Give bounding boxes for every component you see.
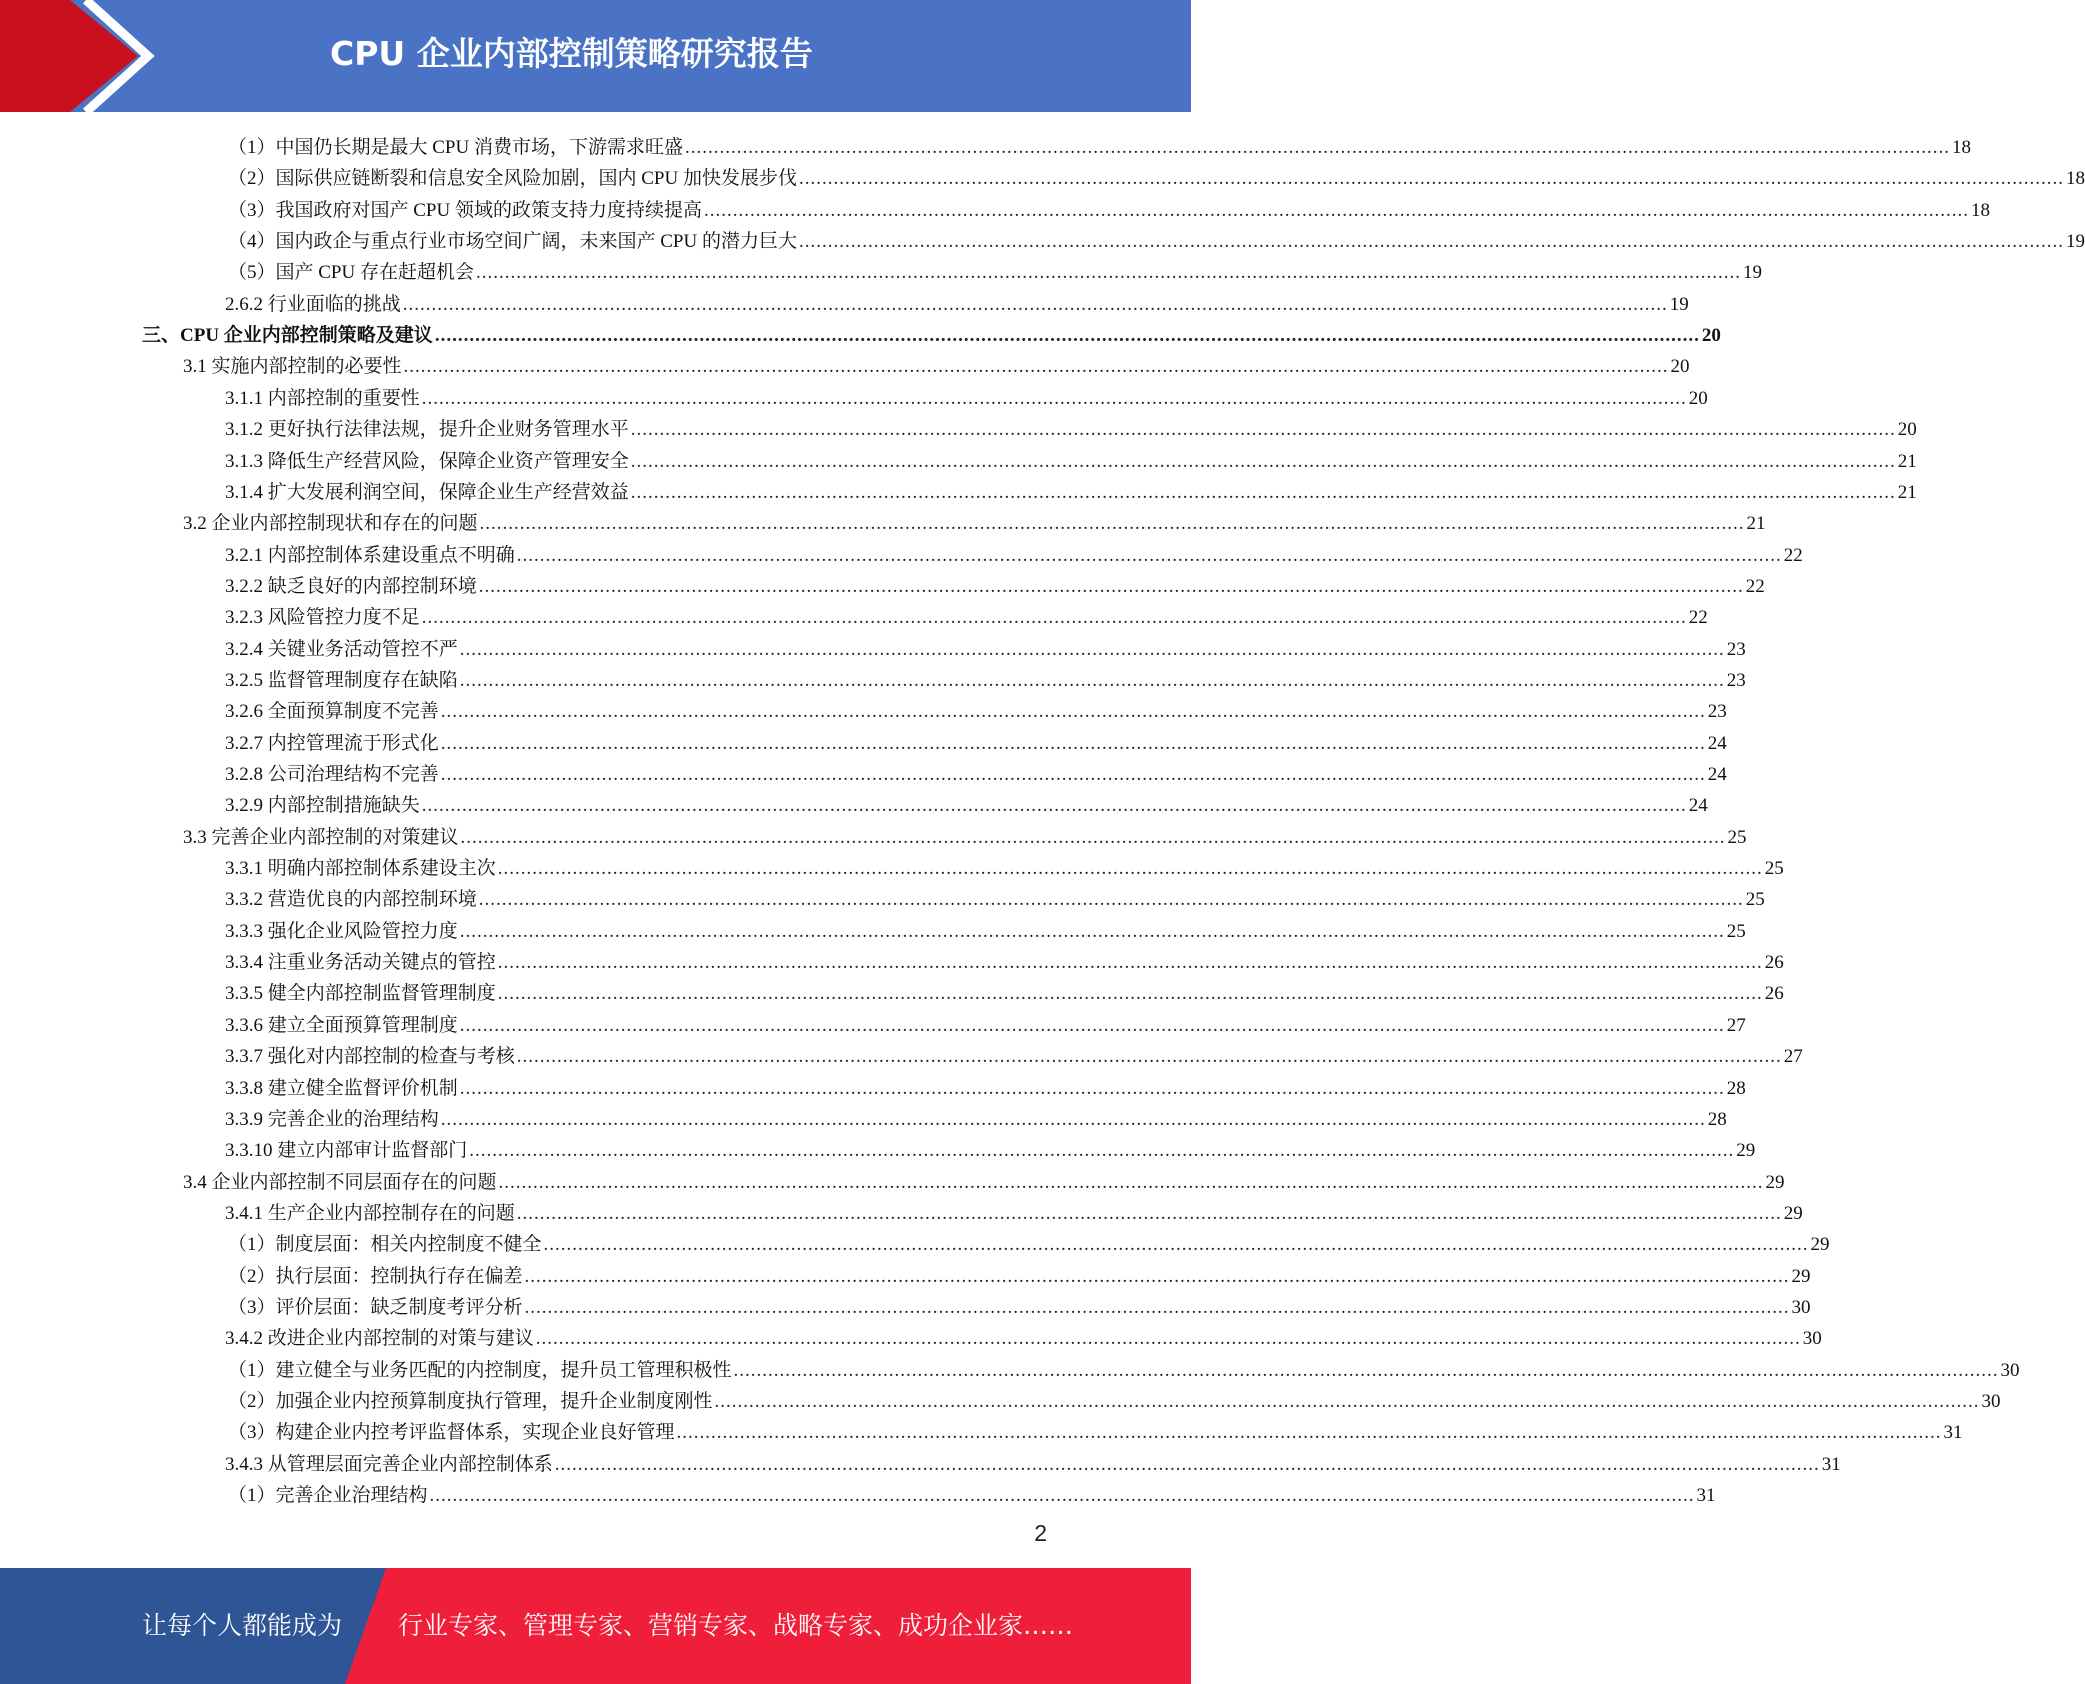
header-arrow-graphic [0, 0, 160, 112]
toc-entry[interactable] [228, 1225, 1830, 1256]
toc-entry-page: 30 [1981, 1391, 2001, 1412]
footer-slogan-left: 让每个人都能成为 [142, 1611, 343, 1640]
toc-leader-dots: ............................................................................................................................................................................................................................ [630, 419, 1896, 441]
report-title: CPU 企业内部控制策略研究报告 [330, 34, 813, 73]
toc-entry-page: 26 [1764, 983, 1784, 1005]
toc-entry-title: （2）国际供应链断裂和信息安全风险加剧，国内 CPU 加快发展步伐 [228, 168, 797, 190]
toc-leader-dots: ............................................................................................................................................................................................................................ [516, 1202, 1782, 1224]
toc-entry[interactable] [228, 253, 1762, 284]
toc-entry[interactable] [225, 1037, 1803, 1068]
toc-entry[interactable] [225, 1445, 1841, 1476]
toc-entry-page: 21 [1897, 450, 1917, 472]
toc-leader-dots: ............................................................................................................................................................................................................................ [459, 1077, 1725, 1099]
toc-entry-title: （3）构建企业内控考评监督体系，实现企业良好管理 [228, 1422, 675, 1444]
toc-entry[interactable] [225, 630, 1746, 661]
toc-leader-dots: ............................................................................................................................................................................................................................ [459, 1014, 1725, 1036]
toc-entry-title: 3.4.2 改进企业内部控制的对策与建议 [225, 1328, 534, 1350]
toc-entry[interactable] [183, 504, 1766, 535]
toc-entry-title: 3.2.3 风险管控力度不足 [225, 607, 420, 629]
toc-entry-page: 21 [1897, 481, 1917, 503]
toc-entry-page: 28 [1707, 1108, 1727, 1130]
toc-entry-page: 25 [1764, 858, 1784, 880]
toc-entry-page: 31 [1821, 1453, 1841, 1475]
toc-leader-dots: ............................................................................................................................................................................................................................ [543, 1234, 1809, 1256]
toc-entry-title: 3.3.2 营造优良的内部控制环境 [225, 889, 477, 911]
toc-entry[interactable] [225, 1319, 1822, 1350]
toc-entry-title: 3.3.6 建立全面预算管理制度 [225, 1014, 458, 1036]
toc-entry-title: 3.2.8 公司治理结构不完善 [225, 764, 439, 785]
toc-entry-title: 3.3.5 健全内部控制监督管理制度 [225, 983, 496, 1005]
toc-entry-page: 30 [1791, 1296, 1811, 1318]
toc-entry-page: 26 [1764, 952, 1784, 974]
toc-entry-title: 3.3.7 强化对内部控制的检查与考核 [225, 1046, 515, 1068]
toc-entry[interactable] [225, 912, 1746, 943]
toc-entry[interactable] [228, 1288, 1811, 1319]
toc-entry-title: （3）评价层面：缺乏制度考评分析 [228, 1296, 523, 1318]
toc-leader-dots: ............................................................................................................................................................................................................................ [554, 1453, 1820, 1475]
toc-entry-title: 3.3.1 明确内部控制体系建设主次 [225, 858, 496, 880]
toc-entry-page: 22 [1688, 607, 1708, 629]
toc-leader-dots: ............................................................................................................................................................................................................................ [434, 325, 1700, 347]
toc-entry-title: 3.3.3 强化企业风险管控力度 [225, 920, 458, 942]
toc-entry-title: 3.4.1 生产企业内部控制存在的问题 [225, 1202, 515, 1224]
toc-entry-title: 2.6.2 行业面临的挑战 [225, 293, 401, 315]
toc-leader-dots: ............................................................................................................................................................................................................................ [703, 199, 1969, 221]
toc-entry-title: （1）中国仍长期是最大 CPU 消费市场，下游需求旺盛 [228, 137, 683, 158]
toc-leader-dots: ............................................................................................................................................................................................................................ [498, 1171, 1764, 1193]
toc-entry-page: 22 [1783, 544, 1803, 566]
toc-leader-dots: ............................................................................................................................................................................................................................ [440, 764, 1706, 785]
toc-entry-page: 29 [1765, 1171, 1785, 1193]
toc-entry-page: 30 [2000, 1359, 2020, 1381]
toc-leader-dots: ............................................................................................................................................................................................................................ [460, 826, 1726, 848]
toc-entry[interactable] [225, 849, 1784, 880]
toc-entry-title: 3.3.4 注重业务活动关键点的管控 [225, 952, 496, 974]
toc-leader-dots: ............................................................................................................................................................................................................................ [479, 513, 1745, 535]
toc-leader-dots: ............................................................................................................................................................................................................................ [478, 575, 1744, 597]
toc-leader-dots: ............................................................................................................................................................................................................................ [403, 356, 1669, 378]
toc-leader-dots: ............................................................................................................................................................................................................................ [798, 231, 2064, 253]
toc-entry-page: 22 [1745, 575, 1765, 597]
toc-entry-page: 27 [1783, 1046, 1803, 1068]
toc-entry[interactable] [225, 1069, 1746, 1100]
toc-entry-page: 25 [1726, 920, 1746, 942]
toc-leader-dots: ............................................................................................................................................................................................................................ [459, 669, 1725, 691]
toc-entry[interactable] [228, 128, 1971, 159]
toc-leader-dots: ............................................................................................................................................................................................................................ [497, 858, 1763, 880]
toc-entry-title: （4）国内政企与重点行业市场空间广阔，未来国产 CPU 的潜力巨大 [228, 231, 797, 253]
toc-entry[interactable] [225, 974, 1784, 1005]
toc-entry-title: 3.1.4 扩大发展利润空间，保障企业生产经营效益 [225, 481, 629, 503]
toc-entry-page: 24 [1707, 732, 1727, 754]
toc-entry[interactable] [225, 1100, 1727, 1131]
toc-entry-page: 20 [1897, 419, 1917, 441]
toc-leader-dots: ............................................................................................................................................................................................................................ [798, 168, 2064, 190]
toc-entry-title: 3.3.10 建立内部审计监督部门 [225, 1140, 468, 1162]
toc-entry[interactable] [225, 410, 1917, 441]
toc-entry[interactable] [225, 567, 1765, 598]
toc-entry-page: 31 [1943, 1422, 1963, 1444]
toc-leader-dots: ............................................................................................................................................................................................................................ [402, 293, 1668, 315]
toc-entry[interactable] [225, 755, 1727, 786]
toc-entry-page: 20 [1670, 356, 1690, 378]
toc-entry-title: （1）完善企业治理结构 [228, 1485, 428, 1507]
toc-entry-title: （5）国产 CPU 存在赶超机会 [228, 262, 474, 284]
toc-entry-title: （2）执行层面：控制执行存在偏差 [228, 1265, 523, 1287]
toc-entry-title: 三、CPU 企业内部控制策略及建议 [142, 325, 433, 347]
toc-leader-dots: ............................................................................................................................................................................................................................ [714, 1391, 1980, 1412]
toc-leader-dots: ............................................................................................................................................................................................................................ [497, 952, 1763, 974]
toc-leader-dots: ............................................................................................................................................................................................................................ [676, 1422, 1942, 1444]
toc-entry[interactable] [228, 222, 2085, 253]
toc-leader-dots: ............................................................................................................................................................................................................................ [421, 795, 1687, 817]
toc-entry[interactable] [228, 1476, 1716, 1507]
toc-entry-page: 30 [1802, 1328, 1822, 1350]
toc-entry[interactable] [225, 661, 1746, 692]
toc-entry[interactable] [228, 1413, 1963, 1444]
toc-leader-dots: ............................................................................................................................................................................................................................ [524, 1296, 1790, 1318]
toc-entry[interactable] [142, 316, 1721, 347]
toc-entry-title: 3.3 完善企业内部控制的对策建议 [183, 826, 459, 848]
toc-entry[interactable] [183, 818, 1747, 849]
toc-entry[interactable] [225, 724, 1727, 755]
toc-entry[interactable] [225, 1131, 1756, 1162]
toc-leader-dots: ............................................................................................................................................................................................................................ [440, 1108, 1706, 1130]
toc-entry-page: 29 [1783, 1202, 1803, 1224]
page-number: 2 [1034, 1520, 1047, 1546]
toc-entry-page: 24 [1707, 764, 1727, 785]
page-footer [0, 1568, 1191, 1684]
toc-entry-title: （1）建立健全与业务匹配的内控制度，提升员工管理积极性 [228, 1359, 732, 1381]
toc-leader-dots: ............................................................................................................................................................................................................................ [475, 262, 1741, 284]
toc-entry-page: 28 [1726, 1077, 1746, 1099]
toc-entry-title: 3.3.8 建立健全监督评价机制 [225, 1077, 458, 1099]
toc-entry[interactable] [225, 598, 1708, 629]
toc-entry[interactable] [183, 347, 1690, 378]
toc-entry[interactable] [228, 159, 2085, 190]
toc-leader-dots: ............................................................................................................................................................................................................................ [440, 701, 1706, 723]
toc-entry[interactable] [225, 442, 1917, 473]
toc-leader-dots: ............................................................................................................................................................................................................................ [421, 607, 1687, 629]
toc-entry-title: （2）加强企业内控预算制度执行管理，提升企业制度刚性 [228, 1391, 713, 1412]
toc-entry-page: 29 [1810, 1234, 1830, 1256]
toc-entry[interactable] [225, 1006, 1746, 1037]
toc-leader-dots: ............................................................................................................................................................................................................................ [429, 1485, 1695, 1507]
toc-entry-title: 3.4 企业内部控制不同层面存在的问题 [183, 1171, 497, 1193]
toc-entry[interactable] [225, 880, 1765, 911]
toc-entry-title: （1）制度层面：相关内控制度不健全 [228, 1234, 542, 1256]
toc-leader-dots: ............................................................................................................................................................................................................................ [421, 387, 1687, 409]
toc-entry-title: 3.2.2 缺乏良好的内部控制环境 [225, 575, 477, 597]
toc-entry-page: 19 [2065, 231, 2085, 253]
toc-entry-page: 20 [1688, 387, 1708, 409]
toc-entry-title: 3.1.1 内部控制的重要性 [225, 387, 420, 409]
toc-entry-page: 29 [1736, 1140, 1756, 1162]
toc-entry-page: 19 [1669, 293, 1689, 315]
toc-leader-dots: ............................................................................................................................................................................................................................ [733, 1359, 1999, 1381]
toc-entry-title: 3.2.9 内部控制措施缺失 [225, 795, 420, 817]
toc-leader-dots: ............................................................................................................................................................................................................................ [459, 638, 1725, 660]
toc-entry-page: 18 [1951, 137, 1971, 158]
toc-entry-title: 3.2.7 内控管理流于形式化 [225, 732, 439, 754]
toc-leader-dots: ............................................................................................................................................................................................................................ [478, 889, 1744, 911]
toc-entry-page: 18 [2065, 168, 2085, 190]
toc-entry-page: 20 [1701, 325, 1721, 347]
toc-entry[interactable] [225, 285, 1689, 316]
toc-entry-page: 23 [1726, 638, 1746, 660]
toc-leader-dots: ............................................................................................................................................................................................................................ [535, 1328, 1801, 1350]
toc-leader-dots: ............................................................................................................................................................................................................................ [684, 137, 1950, 158]
toc-entry-page: 29 [1791, 1265, 1811, 1287]
toc-entry-page: 21 [1746, 513, 1766, 535]
toc-entry[interactable] [225, 692, 1727, 723]
toc-entry-title: 3.4.3 从管理层面完善企业内部控制体系 [225, 1453, 553, 1475]
toc-entry-title: 3.2.1 内部控制体系建设重点不明确 [225, 544, 515, 566]
page-header [0, 0, 1191, 112]
toc-entry-title: 3.1.3 降低生产经营风险，保障企业资产管理安全 [225, 450, 629, 472]
toc-entry[interactable] [225, 1194, 1803, 1225]
toc-leader-dots: ............................................................................................................................................................................................................................ [516, 1046, 1782, 1068]
toc-entry[interactable] [228, 1382, 2001, 1413]
toc-leader-dots: ............................................................................................................................................................................................................................ [459, 920, 1725, 942]
toc-leader-dots: ............................................................................................................................................................................................................................ [440, 732, 1706, 754]
toc-entry-title: 3.1.2 更好执行法律法规，提升企业财务管理水平 [225, 419, 629, 441]
toc-entry-page: 31 [1696, 1485, 1716, 1507]
toc-entry[interactable] [225, 536, 1803, 567]
toc-leader-dots: ............................................................................................................................................................................................................................ [469, 1140, 1735, 1162]
toc-entry-title: 3.1 实施内部控制的必要性 [183, 356, 402, 378]
toc-entry-page: 18 [1970, 199, 1990, 221]
toc-leader-dots: ............................................................................................................................................................................................................................ [497, 983, 1763, 1005]
toc-entry-title: 3.2.6 全面预算制度不完善 [225, 701, 439, 723]
toc-entry[interactable] [228, 1351, 2020, 1382]
toc-entry-page: 27 [1726, 1014, 1746, 1036]
toc-entry-page: 23 [1707, 701, 1727, 723]
toc-entry-page: 24 [1688, 795, 1708, 817]
toc-entry-title: 3.2 企业内部控制现状和存在的问题 [183, 513, 478, 535]
toc-entry[interactable] [225, 473, 1917, 504]
toc-entry[interactable] [228, 191, 1990, 222]
toc-entry-page: 25 [1745, 889, 1765, 911]
toc-entry-title: 3.2.4 关键业务活动管控不严 [225, 638, 458, 660]
toc-leader-dots: ............................................................................................................................................................................................................................ [630, 450, 1896, 472]
toc-entry[interactable] [228, 1257, 1811, 1288]
toc-entry-page: 19 [1742, 262, 1762, 284]
toc-entry[interactable] [225, 379, 1708, 410]
toc-entry-title: 3.2.5 监督管理制度存在缺陷 [225, 669, 458, 691]
toc-entry[interactable] [183, 1163, 1785, 1194]
footer-slogan-right: 行业专家、管理专家、营销专家、战略专家、成功企业家…… [398, 1611, 1074, 1640]
toc-entry-title: 3.3.9 完善企业的治理结构 [225, 1108, 439, 1130]
toc-entry-title: （3）我国政府对国产 CPU 领域的政策支持力度持续提高 [228, 199, 702, 221]
toc-entry-page: 25 [1727, 826, 1747, 848]
toc-leader-dots: ............................................................................................................................................................................................................................ [630, 481, 1896, 503]
toc-entry-page: 23 [1726, 669, 1746, 691]
toc-leader-dots: ............................................................................................................................................................................................................................ [524, 1265, 1790, 1287]
toc-entry[interactable] [225, 943, 1784, 974]
toc-leader-dots: ............................................................................................................................................................................................................................ [516, 544, 1782, 566]
toc-entry[interactable] [225, 786, 1708, 817]
